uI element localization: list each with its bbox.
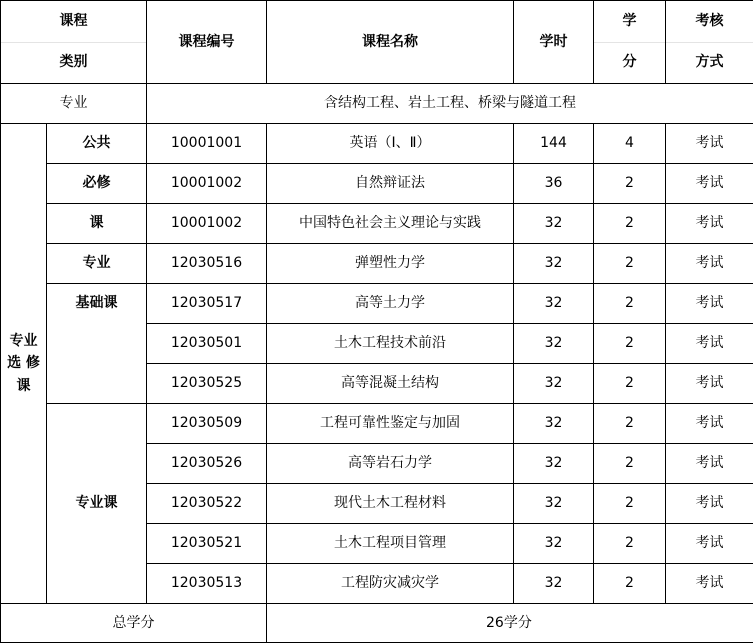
course-name: 英语（Ⅰ、Ⅱ） (267, 124, 514, 164)
major-row (1, 84, 753, 124)
table-row (1, 164, 753, 204)
group-label-line3: 课 (16, 377, 31, 394)
course-hours: 36 (514, 164, 594, 204)
course-credit: 2 (594, 244, 666, 284)
course-code: 12030517 (147, 284, 267, 324)
course-code: 10001002 (147, 164, 267, 204)
subgroup-basic-line1: 专业 (47, 244, 147, 284)
subgroup-basic (47, 284, 147, 404)
course-name: 高等岩石力学 (267, 444, 514, 484)
course-code: 12030501 (147, 324, 267, 364)
header-credit-line2: 分 (594, 42, 665, 83)
header-hours: 学时 (514, 1, 594, 84)
course-name: 中国特色社会主义理论与实践 (267, 204, 514, 244)
subgroup-public-line2: 必修 (47, 164, 147, 204)
subgroup-public-line3: 课 (47, 204, 147, 244)
course-credit: 2 (594, 164, 666, 204)
group-label (1, 124, 47, 604)
course-hours: 32 (514, 244, 594, 284)
subgroup-professional: 专业课 (47, 404, 147, 604)
header-category (1, 1, 147, 84)
major-label: 专业 (1, 84, 147, 124)
course-assessment: 考试 (666, 364, 753, 404)
header-name: 课程名称 (267, 1, 514, 84)
course-hours: 32 (514, 484, 594, 524)
course-code: 12030522 (147, 484, 267, 524)
course-code: 12030509 (147, 404, 267, 444)
course-assessment: 考试 (666, 244, 753, 284)
group-label-line2: 选 修 (7, 355, 40, 372)
course-code: 12030526 (147, 444, 267, 484)
course-assessment: 考试 (666, 444, 753, 484)
header-code: 课程编号 (147, 1, 267, 84)
course-code: 12030525 (147, 364, 267, 404)
course-name: 高等混凝土结构 (267, 364, 514, 404)
header-category-line1: 课程 (59, 13, 88, 30)
course-credit: 2 (594, 444, 666, 484)
header-assessment-line1: 考核 (695, 13, 724, 30)
course-credit: 2 (594, 324, 666, 364)
course-hours: 32 (514, 444, 594, 484)
course-name: 高等土力学 (267, 284, 514, 324)
table-row (1, 244, 753, 284)
total-label: 总学分 (1, 604, 267, 643)
course-assessment: 考试 (666, 284, 753, 324)
course-assessment: 考试 (666, 324, 753, 364)
course-name: 工程防灾减灾学 (267, 564, 514, 604)
course-hours: 32 (514, 564, 594, 604)
header-credit (594, 1, 666, 84)
course-code: 10001001 (147, 124, 267, 164)
header-assessment (666, 1, 753, 84)
subgroup-basic-line2: 基础课 (75, 294, 118, 311)
course-hours: 32 (514, 404, 594, 444)
course-assessment: 考试 (666, 524, 753, 564)
total-row (1, 604, 753, 643)
course-credit: 2 (594, 484, 666, 524)
group-label-line1: 专业 (9, 332, 38, 349)
course-hours: 32 (514, 364, 594, 404)
course-assessment: 考试 (666, 164, 753, 204)
course-name: 工程可靠性鉴定与加固 (267, 404, 514, 444)
header-assessment-line2: 方式 (666, 42, 753, 83)
course-assessment: 考试 (666, 124, 753, 164)
course-credit: 2 (594, 364, 666, 404)
table-row (1, 124, 753, 164)
course-code: 12030513 (147, 564, 267, 604)
header-credit-line1: 学 (622, 13, 637, 30)
course-assessment: 考试 (666, 204, 753, 244)
course-credit: 2 (594, 404, 666, 444)
course-assessment: 考试 (666, 404, 753, 444)
course-code: 12030521 (147, 524, 267, 564)
course-assessment: 考试 (666, 564, 753, 604)
course-hours: 144 (514, 124, 594, 164)
course-assessment: 考试 (666, 484, 753, 524)
table-row (1, 404, 753, 444)
course-credit: 2 (594, 564, 666, 604)
table-row (1, 204, 753, 244)
table-row (1, 284, 753, 324)
total-value: 26学分 (267, 604, 753, 643)
course-credit: 2 (594, 284, 666, 324)
course-credit: 2 (594, 524, 666, 564)
course-code: 12030516 (147, 244, 267, 284)
course-name: 弹塑性力学 (267, 244, 514, 284)
course-hours: 32 (514, 524, 594, 564)
course-hours: 32 (514, 284, 594, 324)
header-category-line2: 类别 (1, 42, 146, 83)
course-name: 土木工程项目管理 (267, 524, 514, 564)
course-name: 现代土木工程材料 (267, 484, 514, 524)
course-credit: 4 (594, 124, 666, 164)
major-value: 含结构工程、岩土工程、桥梁与隧道工程 (147, 84, 753, 124)
course-code: 10001002 (147, 204, 267, 244)
header-row (1, 1, 753, 84)
course-name: 土木工程技术前沿 (267, 324, 514, 364)
course-hours: 32 (514, 324, 594, 364)
subgroup-public-line1: 公共 (47, 124, 147, 164)
course-hours: 32 (514, 204, 594, 244)
course-name: 自然辩证法 (267, 164, 514, 204)
course-credit: 2 (594, 204, 666, 244)
